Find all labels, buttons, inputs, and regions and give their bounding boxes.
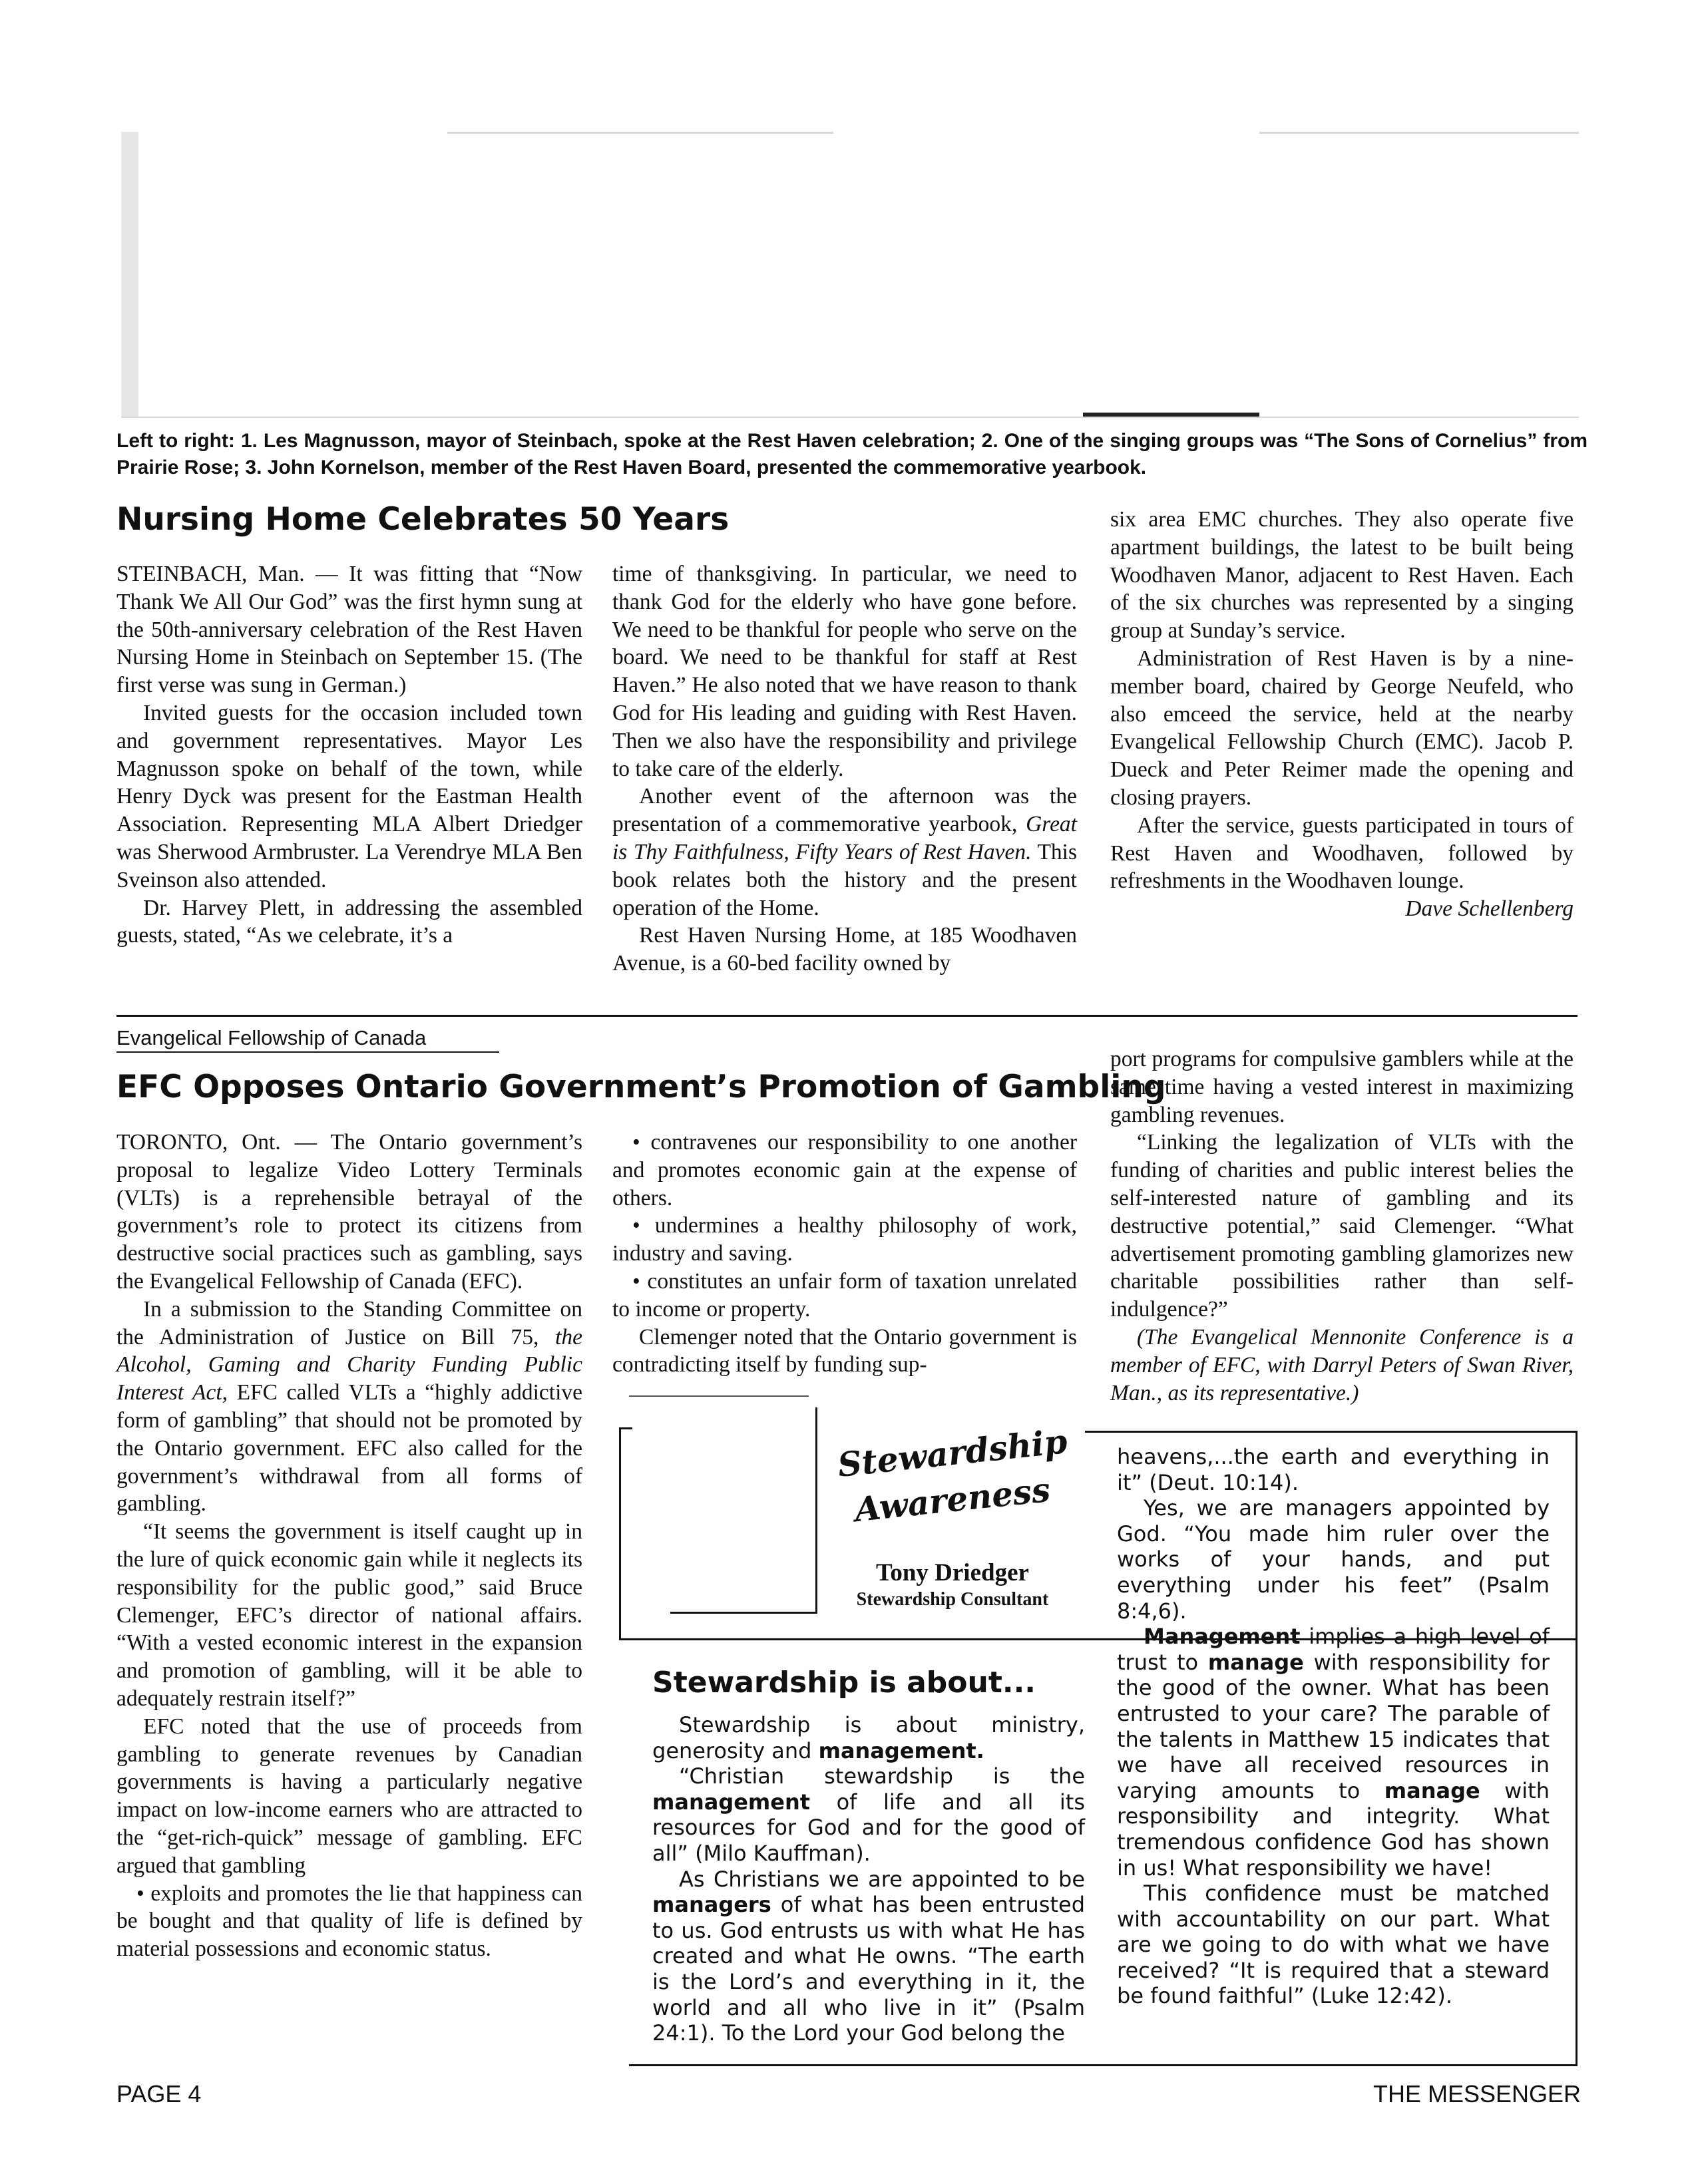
article2-col1-p4: EFC noted that the use of proceeds from gambling to generate revenues by Canadian governments is having a particularly negative impact on low-income earners who are attracted to the “get-rich-quick” message of gambling. EFC argued that gambling	[116, 1714, 582, 1878]
stewardship-top-rule	[629, 1395, 809, 1397]
article1-col3-p3: After the service, guests participated in tours of Rest Haven and Woodhaven, followed by refreshments in the Woodhaven lounge.	[1110, 813, 1574, 894]
publication-name: THE MESSENGER	[1373, 2080, 1581, 2107]
article1-col1-p2: Invited guests for the occasion included town and government representatives. Mayor Les Magnusson spoke on behalf of the town, while Henry Dyck was present for the Eastman Health Association. Representing MLA Albert Driedger was Sherwood Armbruster. La Verendrye MLA Ben Sveinson also attended.	[116, 700, 582, 892]
bill-title: the Alcohol, Gaming and Charity Funding Public Interest Act,	[116, 1324, 582, 1405]
article-divider	[116, 1015, 1578, 1017]
stewardship-box-bottom	[629, 2064, 1578, 2066]
article1-headline: Nursing Home Celebrates 50 Years	[116, 501, 730, 538]
stewardship-box-top	[1085, 1431, 1578, 1433]
section-label-underline	[116, 1051, 499, 1053]
article2-col1-p2: In a submission to the Standing Committee on the Administration of Justice on Bill 75, the Alcohol, Gaming and Charity Funding Public Interest Act, EFC called VLTs a “highly addictive form of gambling” that should not be promoted by the Ontario government. EFC also called for the government’s withdrawal from all forms of gambling.	[116, 1296, 582, 1517]
consultant-name: Tony Driedger	[876, 1559, 1029, 1586]
article2-headline: EFC Opposes Ontario Government’s Promotion of Gambling	[116, 1069, 1166, 1105]
article2-col1-p3: “It seems the government is itself caught up in the lure of quick economic gain while it neglects its responsibility for the public good,” said Bruce Clemenger, EFC’s director of national affairs. “With a vested economic interest in the expansion and promotion of gambling, will it be able to adequately restrain itself?”	[116, 1519, 582, 1711]
stewardship-right-p3: Management implies a high level of trust to manage with responsibility for the good of the owner. What has been entrusted to your care? The parable of the talents in Matthew 15 indicates that we have all received resources in varying amounts to manage with responsibility and integrity. What tremendous confidence God has shown in us! What responsibility we have!	[1117, 1624, 1550, 1881]
section-label: Evangelical Fellowship of Canada	[116, 1026, 427, 1049]
stewardship-logo-line2: Awareness	[853, 1469, 1052, 1530]
article1-col1	[116, 560, 582, 950]
article1-col2-p2: Another event of the afternoon was the presentation of a commemorative yearbook, Great is Thy Faithfulness, Fifty Years of Rest Haven. This book relates both the history and the present operation of the Home.	[612, 784, 1078, 920]
page-number: PAGE 4	[116, 2080, 202, 2107]
article2-bullet-1: • exploits and promotes the lie that happiness can be bought and that quality of life is defined by material possessions and economic status.	[116, 1881, 582, 1962]
stewardship-right-col	[1117, 1444, 1550, 2009]
article2-bullet-3: • undermines a healthy philosophy of work, industry and saving.	[612, 1213, 1077, 1266]
article2-col3-p2: “Linking the legalization of VLTs with the funding of charities and public interest belies the self-interested nature of gambling and its destructive potential,” said Clemenger. “What advertisement promoting gambling glamorizes new charitable possibilities rather than self-indulgence?”	[1110, 1130, 1574, 1322]
stewardship-box-left	[619, 1427, 621, 1640]
article1-col2-p3: Rest Haven Nursing Home, at 185 Woodhaven Avenue, is a 60-bed facility owned by	[612, 923, 1077, 976]
stewardship-box-left-cap	[619, 1427, 632, 1429]
stewardship-left-p3: As Christians we are appointed to be managers of what has been entrusted to us. God entrusts us with what He has created and what He owns. “The earth is the Lord’s and everything in it, the world and all who live in it” (Psalm 24:1). To the Lord your God belong the	[652, 1866, 1085, 2046]
stewardship-right-p2: Yes, we are managers appointed by God. “You made him ruler over the works of your hands, and put everything under his feet” (Psalm 8:4,6).	[1117, 1495, 1550, 1624]
photo-edge-left	[121, 132, 138, 418]
stewardship-left-col	[652, 1712, 1085, 2046]
consultant-role: Stewardship Consultant	[856, 1589, 1049, 1610]
article2-bullet-2: • contravenes our responsibility to one another and promotes economic gain at the expense of others.	[612, 1130, 1077, 1210]
article1-byline: Dave Schellenberg	[1405, 896, 1574, 922]
article2-col2-p5: Clemenger noted that the Ontario government is contradicting itself by funding sup-	[612, 1324, 1077, 1377]
article1-col3-p1: six area EMC churches. They also operate five apartment buildings, the latest to be built being Woodhaven Manor, adjacent to Rest Haven. Each of the six churches was represented by a singing group at Sunday’s service.	[1110, 507, 1574, 643]
stewardship-left-p2: “Christian stewardship is the management of life and all its resources for God and for the good of all” (Milo Kauffman).	[652, 1763, 1085, 1866]
article2-note: (The Evangelical Mennonite Conference is a member of EFC, with Darryl Peters of Swan River, Man., as its representative.)	[1110, 1324, 1574, 1405]
stewardship-left-p1: Stewardship is about ministry, generosity and management.	[652, 1712, 1085, 1763]
photo-edge-dark	[1083, 413, 1259, 417]
article1-col3-p2: Administration of Rest Haven is by a nine-member board, chaired by George Neufeld, who also emceed the service, held at the nearby Evangelical Fellowship Church (EMC). Jacob P. Dueck and Peter Reimer made the opening and closing prayers.	[1110, 645, 1574, 810]
photo-strip	[121, 132, 1579, 418]
stewardship-right-p4: This confidence must be matched with accountability on our part. What are we going to do with what we have received? “It is required that a steward be found faithful” (Luke 12:42).	[1117, 1881, 1550, 2009]
article2-bullet-4: • constitutes an unfair form of taxation unrelated to income or property.	[612, 1268, 1077, 1322]
photo-caption: Left to right: 1. Les Magnusson, mayor of Steinbach, spoke at the Rest Haven celebration; 2. One of the singing groups was “The Sons of Cornelius” from Prairie Rose; 3. John Kornelson, member of the Rest Haven Board, presented the commemorative yearbook.	[116, 430, 1587, 478]
stewardship-logo-line1: Stewardship	[835, 1421, 1070, 1485]
article2-col1	[116, 1129, 582, 1963]
article1-col2	[612, 560, 1077, 978]
article1-col2-p1: time of thanksgiving. In particular, we need to thank God for the elderly who have gone before. We need to be thankful for people who serve on the board. We need to be thankful for staff at Rest Haven.” He also noted that we have reason to thank God for His leading and guiding with Rest Haven. Then we also have the responsibility and privilege to take care of the elderly.	[612, 562, 1077, 781]
stewardship-headline: Stewardship is about...	[652, 1666, 1036, 1700]
photo-edge-top-2	[447, 132, 833, 134]
logo-box-right	[815, 1407, 817, 1614]
photo-edge-top-3	[1259, 132, 1579, 134]
stewardship-right-p1: heavens,...the earth and everything in it” (Deut. 10:14).	[1117, 1444, 1550, 1495]
article1-col1-p3: Dr. Harvey Plett, in addressing the assembled guests, stated, “As we celebrate, it’s a	[116, 895, 582, 948]
article2-col1-p1: TORONTO, Ont. — The Ontario government’s proposal to legalize Video Lottery Terminals (VLTs) is a reprehensible betrayal of the government’s role to protect its citizens from destructive social practices such as gambling, says the Evangelical Fellowship of Canada (EFC).	[116, 1130, 582, 1294]
article1-col3	[1110, 506, 1574, 923]
photo-edge-bottom	[121, 417, 1579, 418]
article1-col1-p1: STEINBACH, Man. — It was fitting that “Now Thank We All Our God” was the first hymn sung at the 50th-anniversary celebration of the Rest Haven Nursing Home in Steinbach on September 15. (The first verse was sung in German.)	[116, 562, 582, 698]
article2-col3	[1110, 1045, 1574, 1407]
yearbook-title: Great is Thy Faithfulness, Fifty Years of Rest Haven.	[612, 812, 1077, 864]
article2-col2	[612, 1129, 1077, 1379]
logo-box-bottom	[670, 1612, 817, 1614]
stewardship-box-right	[1576, 1431, 1578, 2066]
article2-col3-p1: port programs for compulsive gamblers while at the same time having a vested interest in maximizing gambling revenues.	[1110, 1047, 1574, 1127]
